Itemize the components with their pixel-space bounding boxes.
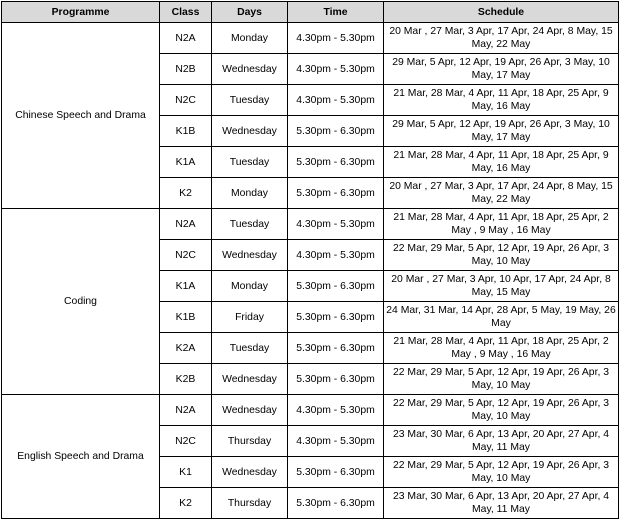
day-cell: Tuesday	[212, 147, 288, 178]
schedule-cell: 22 Mar, 29 Mar, 5 Apr, 12 Apr, 19 Apr, 26 Apr, 3 May, 10 May	[384, 240, 619, 271]
time-cell: 5.30pm - 6.30pm	[288, 488, 384, 519]
class-cell: N2A	[160, 209, 212, 240]
time-cell: 4.30pm - 5.30pm	[288, 395, 384, 426]
table-row	[2, 395, 619, 426]
schedule-cell: 29 Mar, 5 Apr, 12 Apr, 19 Apr, 26 Apr, 3 May, 10 May, 17 May	[384, 54, 619, 85]
time-cell: 4.30pm - 5.30pm	[288, 240, 384, 271]
schedule-cell: 23 Mar, 30 Mar, 6 Apr, 13 Apr, 20 Apr, 27 Apr, 4 May, 11 May	[384, 426, 619, 457]
schedule-cell: 24 Mar, 31 Mar, 14 Apr, 28 Apr, 5 May, 19 May, 26 May	[384, 302, 619, 333]
schedule-cell: 22 Mar, 29 Mar, 5 Apr, 12 Apr, 19 Apr, 26 Apr, 3 May, 10 May	[384, 364, 619, 395]
time-cell: 5.30pm - 6.30pm	[288, 364, 384, 395]
programme-cell: English Speech and Drama	[2, 395, 160, 519]
schedule-cell: 20 Mar , 27 Mar, 3 Apr, 17 Apr, 24 Apr, 8 May, 15 May, 22 May	[384, 178, 619, 209]
class-cell: N2A	[160, 23, 212, 54]
day-cell: Monday	[212, 23, 288, 54]
header-days: Days	[212, 2, 288, 23]
time-cell: 4.30pm - 5.30pm	[288, 23, 384, 54]
time-cell: 5.30pm - 6.30pm	[288, 178, 384, 209]
time-cell: 5.30pm - 6.30pm	[288, 116, 384, 147]
table-row	[2, 209, 619, 240]
class-cell: K2	[160, 488, 212, 519]
schedule-table	[1, 1, 619, 519]
schedule-cell: 22 Mar, 29 Mar, 5 Apr, 12 Apr, 19 Apr, 26 Apr, 3 May, 10 May	[384, 457, 619, 488]
time-cell: 5.30pm - 6.30pm	[288, 302, 384, 333]
day-cell: Thursday	[212, 488, 288, 519]
schedule-cell: 21 Mar, 28 Mar, 4 Apr, 11 Apr, 18 Apr, 25 Apr, 9 May, 16 May	[384, 147, 619, 178]
schedule-cell: 21 Mar, 28 Mar, 4 Apr, 11 Apr, 18 Apr, 25 Apr, 2 May , 9 May , 16 May	[384, 209, 619, 240]
class-cell: K1B	[160, 116, 212, 147]
programme-cell: Chinese Speech and Drama	[2, 23, 160, 209]
day-cell: Monday	[212, 271, 288, 302]
time-cell: 4.30pm - 5.30pm	[288, 426, 384, 457]
schedule-cell: 22 Mar, 29 Mar, 5 Apr, 12 Apr, 19 Apr, 26 Apr, 3 May, 10 May	[384, 395, 619, 426]
header-time: Time	[288, 2, 384, 23]
programme-cell: Coding	[2, 209, 160, 395]
schedule-cell: 29 Mar, 5 Apr, 12 Apr, 19 Apr, 26 Apr, 3 May, 10 May, 17 May	[384, 116, 619, 147]
day-cell: Wednesday	[212, 240, 288, 271]
day-cell: Friday	[212, 302, 288, 333]
class-cell: K2B	[160, 364, 212, 395]
schedule-cell: 20 Mar , 27 Mar, 3 Apr, 10 Apr, 17 Apr, 24 Apr, 8 May, 15 May	[384, 271, 619, 302]
class-cell: N2C	[160, 240, 212, 271]
header-class: Class	[160, 2, 212, 23]
table-row	[2, 23, 619, 54]
class-cell: K2	[160, 178, 212, 209]
day-cell: Wednesday	[212, 116, 288, 147]
schedule-cell: 23 Mar, 30 Mar, 6 Apr, 13 Apr, 20 Apr, 27 Apr, 4 May, 11 May	[384, 488, 619, 519]
day-cell: Wednesday	[212, 54, 288, 85]
day-cell: Tuesday	[212, 85, 288, 116]
day-cell: Thursday	[212, 426, 288, 457]
class-cell: N2C	[160, 85, 212, 116]
time-cell: 4.30pm - 5.30pm	[288, 85, 384, 116]
time-cell: 5.30pm - 6.30pm	[288, 333, 384, 364]
header-programme: Programme	[2, 2, 160, 23]
header-row	[2, 2, 619, 23]
schedule-cell: 21 Mar, 28 Mar, 4 Apr, 11 Apr, 18 Apr, 25 Apr, 2 May , 9 May , 16 May	[384, 333, 619, 364]
class-cell: N2B	[160, 54, 212, 85]
class-cell: K2A	[160, 333, 212, 364]
class-cell: K1B	[160, 302, 212, 333]
class-cell: K1A	[160, 147, 212, 178]
table-body	[2, 23, 619, 519]
time-cell: 5.30pm - 6.30pm	[288, 457, 384, 488]
time-cell: 4.30pm - 5.30pm	[288, 54, 384, 85]
day-cell: Wednesday	[212, 457, 288, 488]
time-cell: 5.30pm - 6.30pm	[288, 271, 384, 302]
header-schedule: Schedule	[384, 2, 619, 23]
day-cell: Tuesday	[212, 333, 288, 364]
day-cell: Tuesday	[212, 209, 288, 240]
day-cell: Wednesday	[212, 364, 288, 395]
class-cell: K1	[160, 457, 212, 488]
schedule-cell: 21 Mar, 28 Mar, 4 Apr, 11 Apr, 18 Apr, 25 Apr, 9 May, 16 May	[384, 85, 619, 116]
time-cell: 4.30pm - 5.30pm	[288, 209, 384, 240]
day-cell: Monday	[212, 178, 288, 209]
time-cell: 5.30pm - 6.30pm	[288, 147, 384, 178]
class-cell: N2A	[160, 395, 212, 426]
day-cell: Wednesday	[212, 395, 288, 426]
class-cell: N2C	[160, 426, 212, 457]
schedule-cell: 20 Mar , 27 Mar, 3 Apr, 17 Apr, 24 Apr, 8 May, 15 May, 22 May	[384, 23, 619, 54]
class-cell: K1A	[160, 271, 212, 302]
